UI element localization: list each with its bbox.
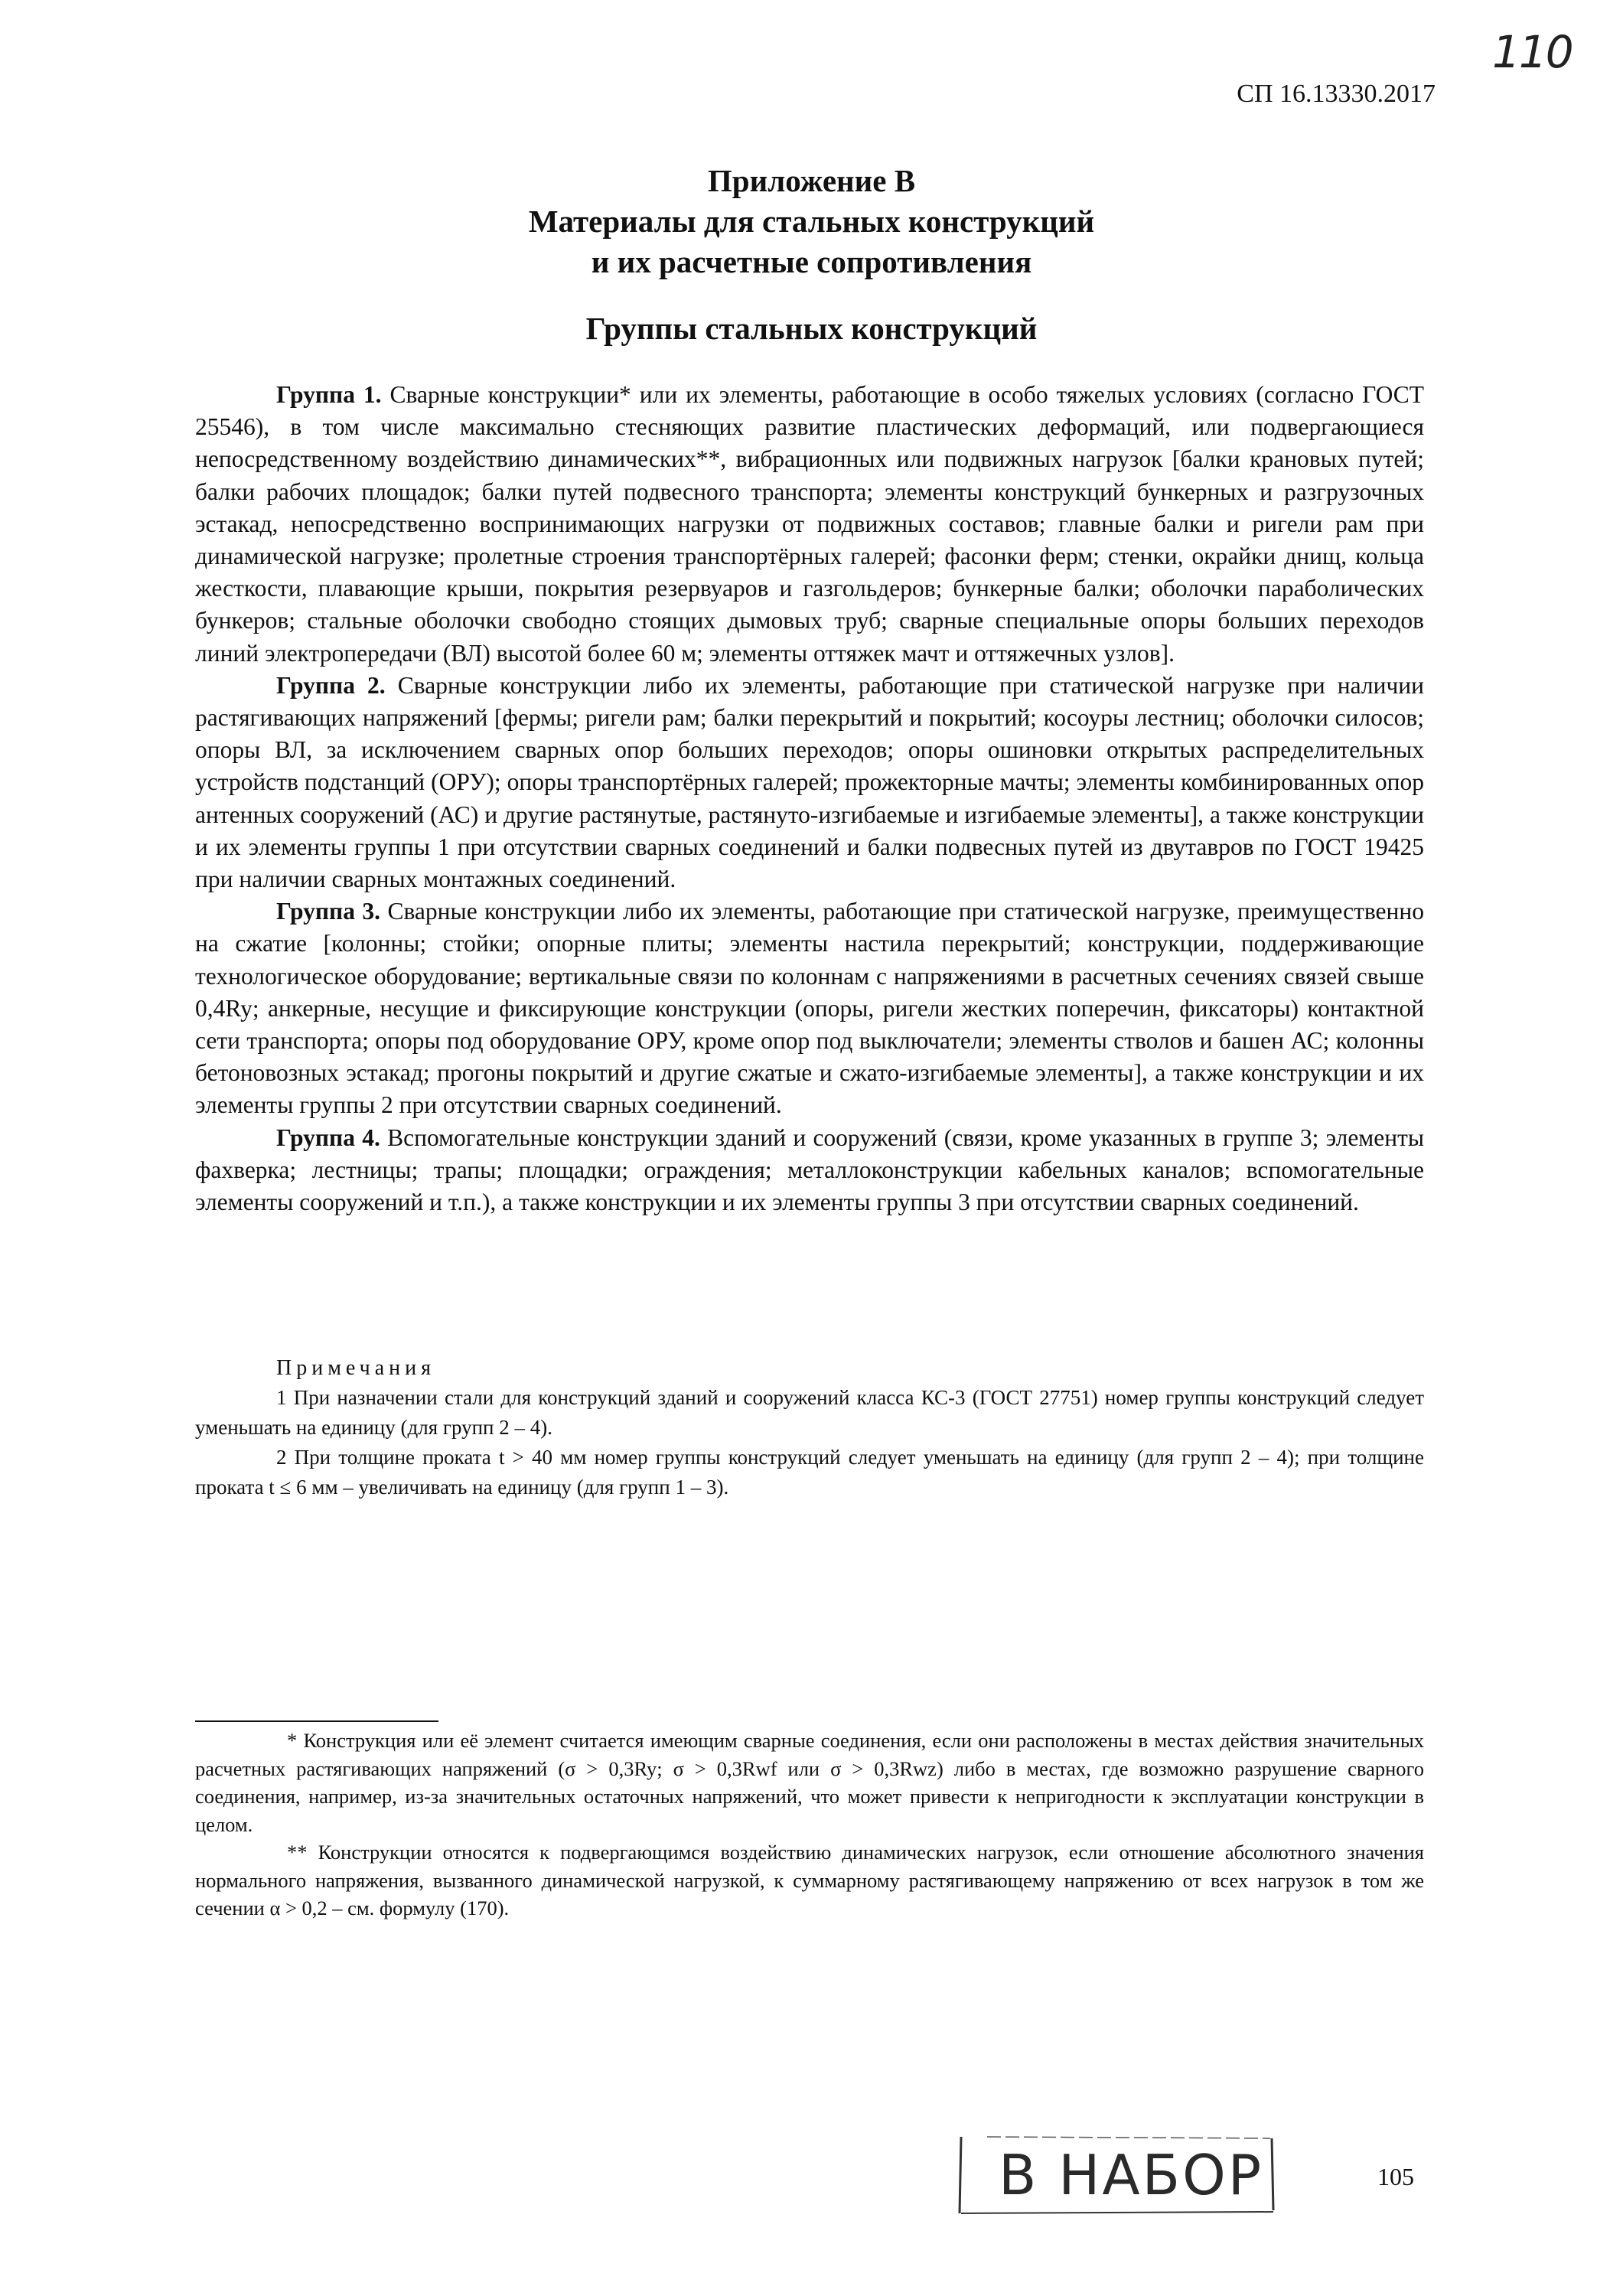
appendix-title-line-2: Материалы для стальных конструкций <box>528 204 1095 239</box>
group-label-2: Группа 2. <box>276 671 386 699</box>
group-text-2: Сварные конструкции либо их элементы, работающие при статической нагрузке при наличии растягивающих напряжений [фермы; ригели рам; балки перекрытий и покрытий; косоуры лестниц; оболочки силосов; опоры ВЛ, за исключением сварных опор больших переходов; опоры ошиновки открытых распределительных устройств подстанций (ОРУ); опоры транспортёрных галерей; прожекторные мачты; элементы комбинированных опор антенных сооружений (АС) и другие растянутые, растянуто-изгибаемые и изгибаемые элементы], а также конструкции и их элементы группы 1 при отсутствии сварных соединений и балки подвесных путей из двутавров по ГОСТ 19425 при наличии сварных монтажных соединений. <box>195 671 1425 893</box>
groups-body <box>195 379 1424 1218</box>
group-label-4: Группа 4. <box>276 1124 380 1151</box>
handwritten-page-number: 110 <box>1492 26 1572 78</box>
group-label-3: Группа 3. <box>276 898 381 925</box>
appendix-title-line-3: и их расчетные сопротивления <box>591 244 1032 279</box>
group-paragraph-3 <box>195 895 1424 1121</box>
appendix-title-line-1: Приложение В <box>707 163 916 198</box>
group-paragraph-1 <box>195 379 1424 670</box>
group-text-3: Сварные конструкции либо их элементы, работающие при статической нагрузке, преимущественно на сжатие [колонны; стойки; опорные плиты; элементы настила перекрытий; конструкции, поддерживающие технологическое оборудование; вертикальные связи по колоннам с напряжениями в расчетных сечениях связей свыше 0,4Ry; анкерные, несущие и фиксирующие конструкции (опоры, ригели жестких поперечин, фиксаторы) контактной сети транспорта; опоры под оборудование ОРУ, кроме опор под выключатели; элементы стволов и башен АС; колонны бетоновозных эстакад; прогоны покрытий и другие сжатые и сжато-изгибаемые элементы], а также конструкции и их элементы группы 2 при отсутствии сварных соединений. <box>195 898 1424 1119</box>
footnote-separator <box>195 1720 438 1722</box>
note-1: 1 При назначении стали для конструкций зданий и сооружений класса КС-3 (ГОСТ 27751) номер группы конструкций следует уменьшать на единицу (для групп 2 – 4). <box>195 1386 1424 1439</box>
group-paragraph-2 <box>195 670 1424 895</box>
footnotes-section <box>195 1727 1424 1923</box>
document-code: СП 16.13330.2017 <box>1237 80 1436 108</box>
group-text-1: Сварные конструкции* или их элементы, работающие в особо тяжелых условиях (согласно ГОСТ 25546), в том числе максимально стесняющих развитие пластических деформаций, или подвергающиеся непосредственному воздействию динамических**, вибрационных или подвижных нагрузок [балки крановых путей; балки рабочих площадок; балки путей подвесного транспорта; элементы конструкций бункерных и разгрузочных эстакад, непосредственно воспринимающих нагрузки от подвижных составов; главные балки и ригели рам при динамической нагрузке; пролетные строения транспортёрных галерей; фасонки ферм; стенки, окрайки днищ, кольца жесткости, плавающие крыши, покрытия резервуаров и газгольдеров; бункерные балки; оболочки параболических бункеров; стальные оболочки свободно стоящих дымовых труб; сварные специальные опоры больших переходов линий электропередачи (ВЛ) высотой более 60 м; элементы оттяжек мачт и оттяжечных узлов]. <box>195 381 1424 667</box>
note-2: 2 При толщине проката t > 40 мм номер группы конструкций следует уменьшать на единицу (для групп 2 – 4); при толщине проката t ≤ 6 мм – увеличивать на единицу (для групп 1 – 3). <box>195 1446 1424 1499</box>
footnote-1: * Конструкция или её элемент считается имеющим сварные соединения, если они расположены в местах действия значительных расчетных растягивающих напряжений (σ > 0,3Ry; σ > 0,3Rwf или σ > 0,3Rwz) либо в местах, где возможно разрушение сварного соединения, например, из-за значительных остаточных напряжений, что может привести к непригодности к эксплуатации конструкции в целом. <box>195 1729 1424 1836</box>
appendix-title <box>0 161 1623 282</box>
footnote-2: ** Конструкции относятся к подвергающимся воздействию динамических нагрузок, если отношение абсолютного значения нормального напряжения, вызванного динамической нагрузкой, к суммарному растягивающему напряжению от всех нагрузок в том же сечении α > 0,2 – см. формулу (170). <box>195 1841 1424 1919</box>
notes-section <box>195 1353 1424 1502</box>
group-paragraph-4 <box>195 1122 1424 1219</box>
stamp <box>957 2134 1278 2216</box>
group-text-4: Вспомогательные конструкции зданий и сооружений (связи, кроме указанных в группе 3; элементы фахверка; лестницы; трапы; площадки; ограждения; металлоконструкции кабельных каналов; вспомогательные элементы сооружений и т.п.), а также конструкции и их элементы группы 3 при отсутствии сварных соединений. <box>195 1124 1425 1216</box>
group-label-1: Группа 1. <box>276 381 382 408</box>
notes-heading: Примечания <box>276 1356 436 1380</box>
stamp-text: В НАБОР <box>999 2143 1264 2207</box>
section-heading: Группы стальных конструкций <box>585 311 1038 346</box>
page-number: 105 <box>1377 2163 1414 2190</box>
